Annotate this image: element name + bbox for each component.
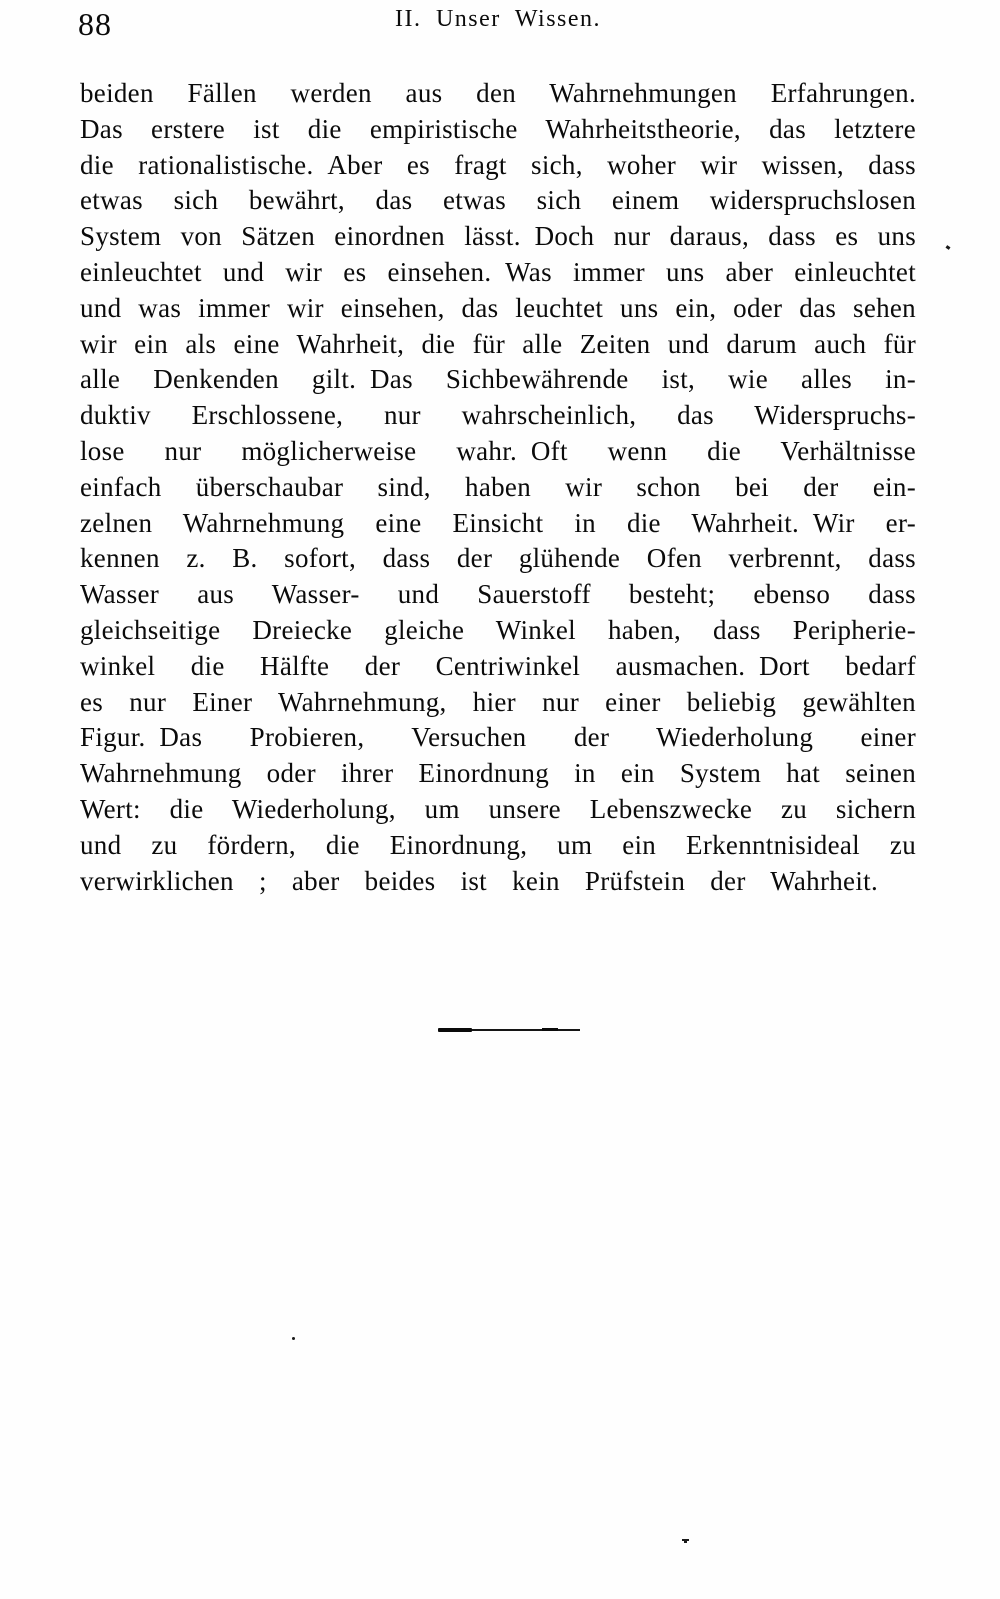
scan-speck [292, 1337, 295, 1340]
text-line: duktiv Erschlossene, nur wahrscheinlich, das Widerspruchs- [80, 400, 916, 431]
text-line: alle Denkenden gilt. Das Sichbewährende ist, wie alles in- [80, 364, 916, 395]
page-number: 88 [78, 6, 112, 42]
text-line: lose nur möglicherweise wahr. Oft wenn die Verhältnisse [80, 435, 916, 466]
text-line: etwas sich bewährt, das etwas sich einem widerspruchslosen [80, 185, 916, 216]
text-line: und was immer wir einsehen, das leuchtet uns ein, oder das sehen [80, 292, 916, 323]
text-line: kennen z. B. sofort, dass der glühende Ofen verbrennt, dass [80, 543, 916, 574]
text-line: Wert: die Wiederholung, um unsere Lebenszwecke zu sichern [80, 793, 916, 824]
text-line: winkel die Hälfte der Centriwinkel ausmachen. Dort bedarf [80, 650, 916, 681]
text-line: Figur. Das Probieren, Versuchen der Wiederholung einer [80, 722, 916, 753]
text-line: Das erstere ist die empiristische Wahrheitstheorie, das letztere [80, 113, 916, 144]
divider-ink-blob [438, 1028, 472, 1032]
text-line: verwirklichen ; aber beides ist kein Prüfstein der Wahrheit. [80, 865, 878, 896]
scan-speck [946, 245, 951, 250]
text-line: einleuchtet und wir es einsehen. Was immer uns aber einleuchtet [80, 256, 916, 287]
text-line: Wasser aus Wasser- und Sauerstoff besteht; ebenso dass [80, 579, 916, 610]
text-line: gleichseitige Dreiecke gleiche Winkel haben, dass Peripherie- [80, 614, 916, 645]
text-line: es nur Einer Wahrnehmung, hier nur einer beliebig gewählten [80, 686, 916, 717]
text-line: Wahrnehmung oder ihrer Einordnung in ein System hat seinen [80, 758, 916, 789]
text-line: System von Sätzen einordnen lässt. Doch nur daraus, dass es uns [80, 221, 916, 252]
running-header: II. Unser Wissen. [394, 6, 602, 32]
section-divider-rule [438, 1029, 580, 1031]
text-line: die rationalistische. Aber es fragt sich, woher wir wissen, dass [80, 149, 916, 180]
text-line: und zu fördern, die Einordnung, um ein Erkenntnisideal zu [80, 829, 916, 860]
text-line: einfach überschaubar sind, haben wir schon bei der ein- [80, 471, 916, 502]
scan-speck [682, 1539, 689, 1541]
body-paragraph [80, 76, 916, 899]
divider-ink-blob [542, 1028, 558, 1031]
text-line: beiden Fällen werden aus den Wahrnehmungen Erfahrungen. [80, 78, 916, 108]
text-line: wir ein als eine Wahrheit, die für alle Zeiten und darum auch für [80, 328, 916, 359]
text-line: zelnen Wahrnehmung eine Einsicht in die Wahrheit. Wir er- [80, 507, 916, 538]
